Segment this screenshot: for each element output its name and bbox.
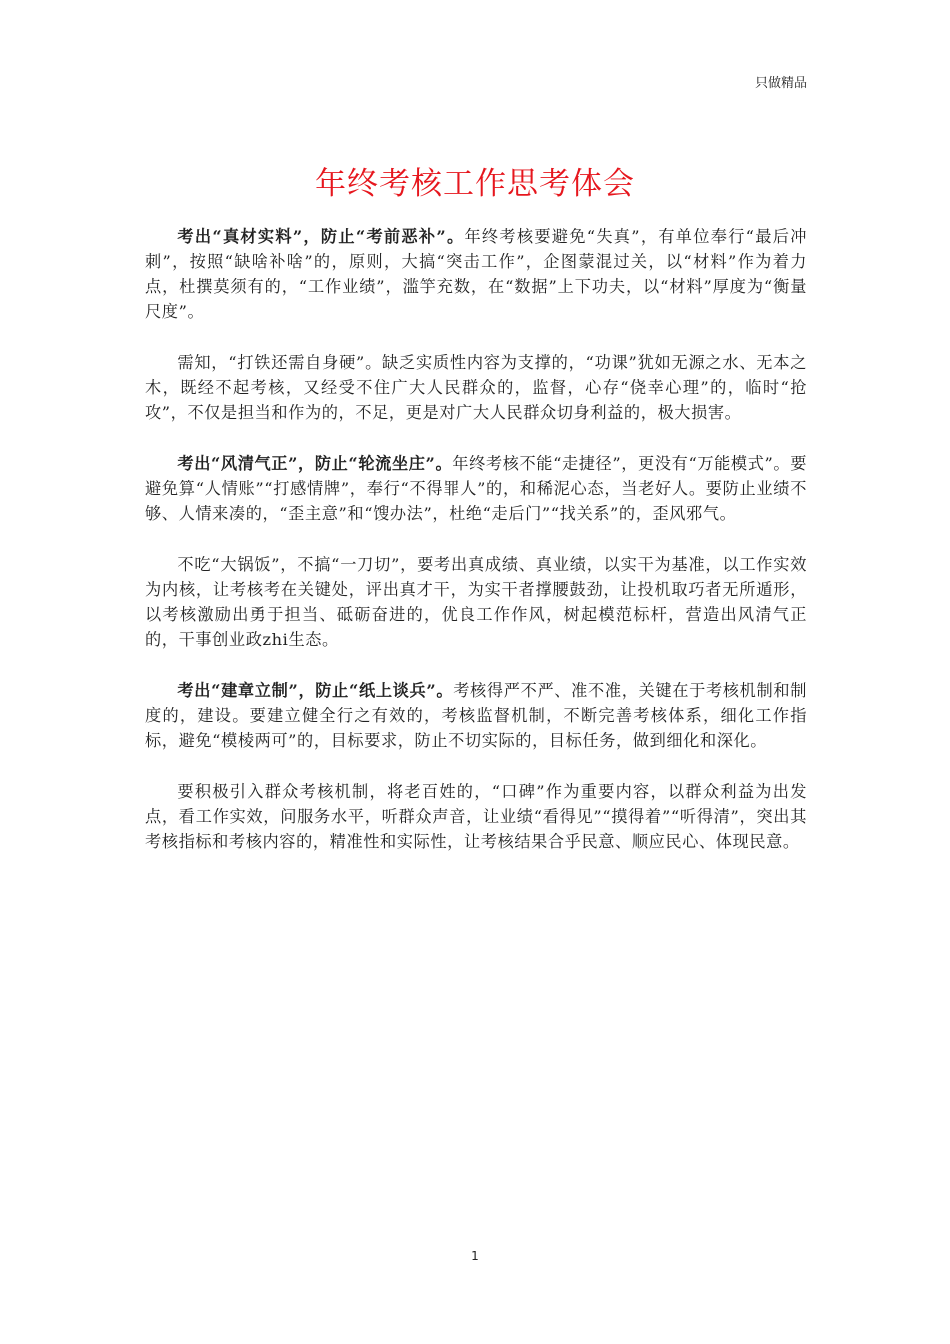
paragraph-text: 需知，“打铁还需自身硬”。缺乏实质性内容为支撑的，“功课”犹如无源之水、无本之木，既经不起考核，又经受不住广大人民群众的，监督，心存“侥幸心理”的，临时“抢攻”，不仅是担当和作为的，不足，更是对广大人民群众切身利益的，极大损害。 [145,353,807,422]
paragraph-text: 年终考核要避免“失真”，有单位奉行“最后冲刺”，按照“缺啥补啥”的，原则，大搞“突击工作”，企图蒙混过关，以“材料”作为着力点，杜撰莫须有的，“工作业绩”，滥竽充数，在“数据”上下功夫，以“材料”厚度为“衡量尺度”。 [145,227,807,321]
paragraph-text: 年终考核不能“走捷径”，更没有“万能模式”。要避免算“人情账”“打感情牌”，奉行“不得罪人”的，和稀泥心态，当老好人。要防止业绩不够、人情来凑的，“歪主意”和“馊办法”，杜绝“走后门”“找关系”的，歪风邪气。 [145,454,808,523]
paragraph-text: 要积极引入群众考核机制，将老百姓的，“口碑”作为重要内容，以群众利益为出发点，看工作实效，问服务水平，听群众声音，让业绩“看得见”“摸得着”“听得清”，突出其考核指标和考核内容的，精准性和实际性，让考核结果合乎民意、顺应民心、体现民意。 [145,782,807,851]
paragraph [145,779,807,854]
paragraph-lead: 考出“真材实料”，防止“考前恶补”。 [177,227,465,246]
paragraph-lead: 考出“风清气正”，防止“轮流坐庄”。 [177,454,453,473]
paragraph-text: 考核得严不严、准不准，关键在于考核机制和制度的，建设。要建立健全行之有效的，考核监督机制，不断完善考核体系，细化工作指标，避免“模棱两可”的，目标要求，防止不切实际的，目标任务，做到细化和深化。 [145,681,807,750]
paragraph-text: 不吃“大锅饭”，不搞“一刀切”，要考出真成绩、真业绩，以实干为基准，以工作实效为内核，让考核考在关键处，评出真才干，为实干者撑腰鼓劲，让投机取巧者无所遁形，以考核激励出勇于担当、砥砺奋进的，优良工作作风，树起模范标杆，营造出风清气正的，干事创业政zhi生态。 [145,555,807,649]
paragraph [145,678,807,753]
document-body [145,224,807,880]
paragraph [145,552,807,652]
paragraph [145,350,807,425]
paragraph [145,224,807,324]
header-note: 只做精品 [754,76,807,91]
paragraph-lead: 考出“建章立制”，防止“纸上谈兵”。 [177,681,454,700]
page-number: 1 [471,1249,479,1263]
paragraph [145,451,807,526]
page-title: 年终考核工作思考体会 [315,166,635,202]
